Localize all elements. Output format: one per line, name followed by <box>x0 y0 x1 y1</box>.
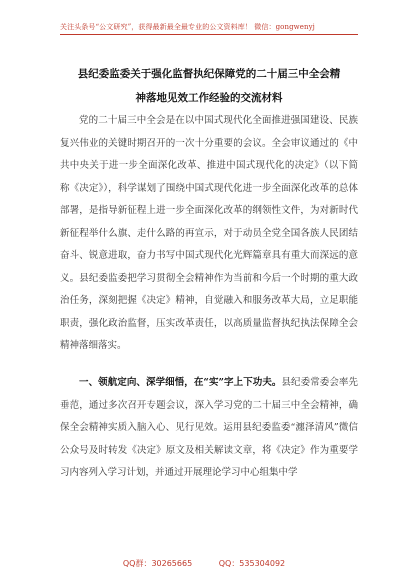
section-body: 县纪委常委会率先垂范，通过多次召开专题会议，深入学习党的二十届三中全会精神，确保全会精神实质入脑入心、见行见效。运用县纪委监委“瀍泽清风”微信公众号及时转发《决定》原文及相关解读文章，将《决定》作为重要学习内容列入学习计划，并通过开展理论学习中心组集中学 <box>60 377 358 478</box>
title-line-1: 县纪委监委关于强化监督执纪保障党的二十届三中全会精 <box>77 68 341 80</box>
qq-number: QQ：535304092 <box>218 559 286 568</box>
intro-paragraph <box>60 110 358 358</box>
section-1 <box>60 372 358 485</box>
section-paragraph <box>60 372 358 485</box>
header-divider <box>60 34 358 35</box>
document-title <box>60 62 358 110</box>
footer-contact <box>0 558 408 569</box>
paragraph-text: 党的二十届三中全会是在以中国式现代化全面推进强国建设、民族复兴伟业的关键时期召开的一次十分重要的会议。全会审议通过的《中共中央关于进一步全面深化改革、推进中国式现代化的决定》（以下简称《决定》），科学谋划了围绕中国式现代化进一步全面深化改革的总体部署，是指导新征程上进一步全面深化改革的纲领性文件，为对新时代新征程举什么旗、走什么路的再宣示，对于动员全党全国各族人民团结奋斗、锐意进取，奋力书写中国式现代化光辉篇章具有重大而深远的意义。县纪委监委把学习贯彻全会精神作为当前和今后一个时期的重大政治任务，深刻把握《决定》精神，自觉融入和服务改革大局，立足职能职责，强化政治监督，压实改革责任，以高质量监督执纪执法保障全会精神落细落实。 <box>60 115 358 351</box>
promo-banner: 关注头条号“公文研究”，获得最新最全最专业的公文资料库！ 微信：gongwenyj <box>60 23 315 31</box>
title-line-2: 神落地见效工作经验的交流材料 <box>135 92 283 104</box>
section-heading: 一、领航定向、深学细悟，在“实”字上下功夫。 <box>79 377 282 388</box>
qq-group: QQ群：30265665 <box>122 559 193 568</box>
